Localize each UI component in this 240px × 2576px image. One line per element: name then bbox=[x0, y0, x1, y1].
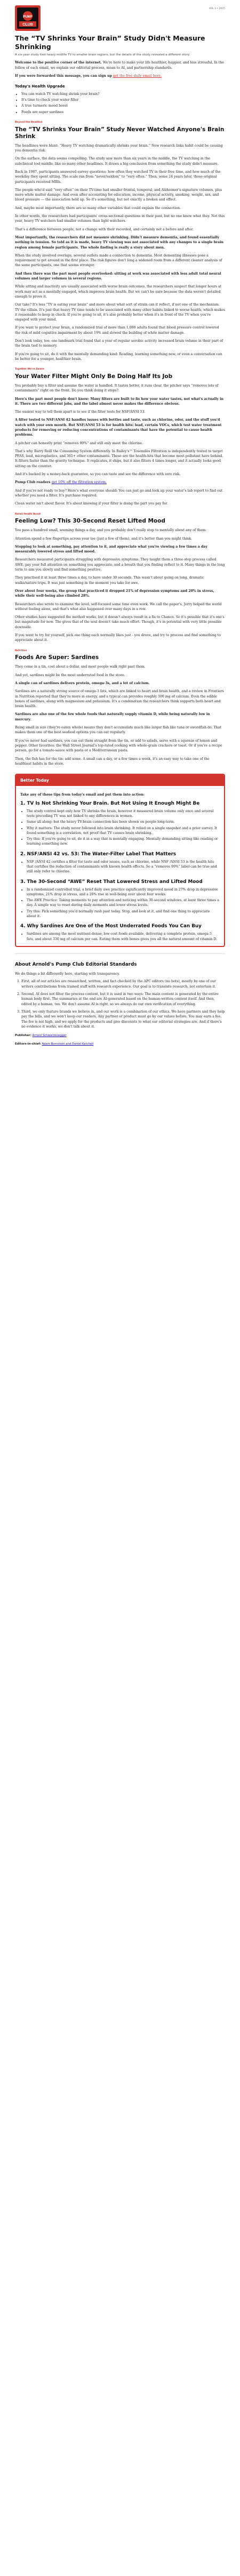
bold-text: A single can of sardines delivers protein, omega-3s, and a lot of calcium. bbox=[15, 681, 150, 685]
highlights-list bbox=[15, 92, 225, 115]
newsletter-header bbox=[15, 0, 225, 33]
takeaway-bullet: • NSF /ANSI 42 certifies a filter for taste and odor issues, such as chlorine, while NSF /ANSI 53 is the health hits that certifies the reduction of contaminants with known health effects. So a “removes 99%” label can be true and still only refer to chlorine. bbox=[27, 860, 220, 874]
takeaway-list bbox=[20, 932, 220, 942]
body-paragraph: And, maybe most importantly, there are so many other variables that could explain the connection. bbox=[15, 206, 181, 210]
bold-text: And then there was the part most people overlooked: sitting at work was associated with less adult total neural volumes and larger volumes in several regions. bbox=[15, 271, 221, 281]
section4-body bbox=[15, 664, 225, 766]
body-paragraph: Other studies have suggested the method works, but it doesn't always result in a fix to Chance. So it's possible that it's one's but magnitude for now. The gives that of the soul doesn't take much effort. Though, it's in potential with very little possible downside. bbox=[15, 615, 225, 629]
principles-list bbox=[15, 979, 225, 1029]
bold-text: Stopping to look at something, pay attention to it, and appreciate what you're viewing a few times a day measurably lowered stress and lifted mood. bbox=[15, 544, 207, 554]
takeaway-list bbox=[20, 809, 220, 847]
body-paragraph-bold bbox=[15, 589, 225, 599]
divider bbox=[15, 953, 225, 954]
takeaways-box bbox=[15, 774, 225, 947]
publisher-line bbox=[15, 1033, 225, 1038]
pump-club-logo[interactable] bbox=[15, 5, 41, 31]
article-subtitle: A six-year study tied heavy midlife TV to smaller brain regions, but the details of the study revealed a different story. bbox=[15, 53, 190, 57]
highlight-item: • A true turmeric mood boost bbox=[21, 103, 225, 108]
takeaways-body bbox=[16, 786, 224, 946]
body-paragraph-bold bbox=[15, 418, 225, 437]
logo-emblem bbox=[15, 5, 41, 31]
forward-paragraph bbox=[15, 74, 225, 78]
editors-link[interactable]: Adam Bornstein and Daniel Ketchell bbox=[42, 1042, 94, 1046]
editors-line bbox=[15, 1042, 225, 1046]
body-paragraph: If you want to protect your brain, a randomized trial of more than 1,000 adults found that blood pressure control lowered the risk of mild cognitive impairment by about 19% and slowed the building of white matter damage. bbox=[15, 326, 219, 335]
section-heading: Feeling Low? This 30-Second Reset Lifted Mood bbox=[15, 518, 165, 525]
issue-meta: VOL 3 • 2025 bbox=[209, 7, 225, 10]
welcome-rest: We're here to make your life healthier, happier, and less stressful. In the follow of each email, we explain our editorial process, mean to AI, and partnership standards. bbox=[15, 61, 224, 70]
body-paragraph: Researchers measured participants struggling with depressive symptoms. They taught them a three-step process called AWE: pay your full attention on something you appreciate, and a breath that you finding reflect to it. Many things in the long term to aim you slowly and find something positive. bbox=[15, 558, 225, 572]
about-intro: We do things a bit differently here, starting with transparency. bbox=[15, 972, 120, 976]
article-title: The “TV Shrinks Your Brain” Study Didn't Measure Shrinking bbox=[15, 34, 205, 51]
takeaway-bullet: • Try this: Pick something you'd normally rush past today. Stop, and look at it, and find one thing to appreciate about it. bbox=[27, 909, 220, 919]
takeaways-heading: Better Today bbox=[16, 775, 224, 786]
takeaway-bullet: • Try this: If you're going to sit, do it in a way that is mentally engaging. Mentally demanding sitting like reading or learning something new. bbox=[27, 837, 220, 847]
body-paragraph: Back in 1987, participants answered survey questions: how often they watched TV in their free time, and how much of the weekday they spent sitting. The scale ran from “never/seldom” to “very often.” Then, some 24 years later, those original participants received MRIs. bbox=[15, 170, 221, 184]
body-paragraph: That's a difference between people, not a change with their recorded, and certainly not a before and after. bbox=[15, 227, 194, 231]
highlights-heading: Today's Health Upgrade bbox=[15, 84, 65, 89]
principle-item: 1. First, all of our articles are researched, written, and fact-checked by the APC editors (no bots), mostly by one of our writers contributions from trained staff with research experience. Our goal is to translate research, not entertain it. bbox=[21, 979, 225, 989]
body-paragraph: Researchers also wrote to examine the level, self-focused some time even work. We call the paper's, Jerry helped the world without feeling alone, and that's what also happened over many days in a row. bbox=[15, 602, 222, 611]
body-paragraph: While sitting and inactivity are usually associated with worse brain outcomes, the researchers suspect that longer hours at work may act as a mentally engaged, which improves brain health. But we can't be sure because the data weren't detailed enough to prove it. bbox=[15, 285, 222, 299]
body-paragraph: That's why Barry Reill the Consuming System differently. In Bailey's™ Tosemiles Filtration is independently tested to target PFAS, lead, microplastics, and 365+ other contaminants. These are the health-hits that become most pollutant have behind. It filters faster than the gravity technique. It replicates, it ships, but it also filters 4 times longer, and it actually looks good sitting on the counter. bbox=[15, 449, 223, 468]
takeaway-bullet: • The study control kept only how TV shrinks the brain, however it measured brain volume only once and several tests preceding TV was not linked to any differences in women. bbox=[27, 809, 220, 819]
takeaway-bullet: • Sardines are among the most nutrient-dense, low-cost foods available, delivering a complete protein, omega-3 fats, and about 330 mg of calcium per can. Eating them with bones gives you all the natural amount of vitamin D. bbox=[27, 932, 220, 942]
body-paragraph: Being small in size (they're eaten whole) means they don't accumulate much like larger fish like tuna or swordfish do. That makes them one of the best seafood options you can eat regularly. bbox=[15, 726, 221, 735]
bold-text: A filter tested to NSF/ANSI 42 handles issues with bottles and taste, such as chlorine, odor, and the stuff you'd watch with your own mouth. But NSF/ANSI 53 is for health hits: lead, certain VOCs, which test water treatment products for removing or reducing concentrations of contaminants that have the potential to cause health problems. bbox=[15, 418, 222, 437]
bold-text: Sardines are also one of the few whole foods that naturally supply vitamin D, while being naturally low in mercury. bbox=[15, 712, 210, 721]
body-paragraph: When the study involved overlaps, several outlets made a connection to dementia. Most dementing illnesses pose a requirement to get around in the first place. The risk figures don't long a widened room from a different cleaner analysis of the same participants, one that seems stronger. bbox=[15, 253, 222, 268]
body-paragraph-bold bbox=[15, 235, 225, 250]
takeaway-list bbox=[20, 860, 220, 874]
body-paragraph: On the surface, the data seems compelling. The study saw more than six years in the middle, the TV watching in the subclinical tool middle, like so many other headlines. It draws a big conclusion from something the study didn't measure. bbox=[15, 157, 219, 166]
takeaway-bullet: • In a randomized controlled trial, a brief daily awe practice significantly improved mood in 27% drop in depressive symptoms, 21% drop in stress, and a 28% rise in well-being over about four weeks. bbox=[27, 887, 220, 897]
publisher-label: Publisher: bbox=[15, 1034, 31, 1038]
body-paragraph: And it's backed by a money-back guarantee, so you can taste and see the difference with zero risk. bbox=[15, 472, 181, 477]
highlight-item: • It's time to check your water filter bbox=[21, 98, 225, 102]
highlight-item: • Foods are super sardines bbox=[21, 110, 225, 115]
body-paragraph: And yet, sardines might be the most underrated food in the store. bbox=[15, 673, 125, 677]
body-paragraph: Sardines are a naturally strong source of omega-3 fats, which are linked to heart and brain health, and a review in Frontiers in Nutrition reported that they're more in energy, and a typical can provides roughly 300 mg of calcium. Even the edible bones of sardines, along with magnesium and potassium. It's a combination the researchers think supports both heart and brain health. bbox=[15, 689, 224, 709]
offer-paragraph: Pump Club readers get 10% off the filtration system. bbox=[15, 480, 107, 485]
section-heading: The “TV Shrinks Your Brain” Study Never Watched Anyone's Brain Shrink bbox=[15, 126, 225, 140]
takeaway-title: 2. NSF/ANSI 42 vs. 53: The Water-Filter Label That Matters bbox=[20, 851, 177, 857]
highlight-item: • You can watch TV watching shrink your brain? bbox=[21, 92, 225, 97]
body-paragraph: Our take? It's less “TV is eating your brain” and more about what sort of strain can it reflect, if not one of the mechanism. TV the villain. It's just that heavy TV time tends to be associated with many other habits linked to worse health, which makes it reasonable to keep in check. If you're going to sit, it's also probably better when it's in front of the TV when you're engaged with your mind. bbox=[15, 303, 225, 322]
body-paragraph: A pitcher can honestly print “removes 99%” and still only meet the chlorine. bbox=[15, 441, 143, 445]
body-paragraph-bold bbox=[15, 681, 225, 686]
signup-link[interactable]: get the free daily email here. bbox=[113, 74, 162, 78]
bold-text: Most importantly, the researchers did not measure shrinking. Didn't measure dementia, and found essentially nothing in tension. So told as it is made, heavy TV viewing was not associated with any changes to a single brain region among female participants. The whole finding is really a story about men. bbox=[15, 235, 224, 250]
body-paragraph: In other words, the researchers had participants' cross-sectional questions in their past, but no one knew what they. Not this year, heavy TV watchers had smaller volumes than light watchers. bbox=[15, 214, 225, 223]
body-paragraph: Attention spend a few fingertips across your toe (just a few of them), and it's better than you might think. bbox=[15, 536, 193, 541]
body-paragraph: The people who'd said “very often” on their TV-time had smaller frontal, temporal, and Alzheimer's-signature volumes, plus more white matter damage. And even after accounting for education, income, physical activity, smoking, weight, sex, and blood pressure — the association held up. So it's something, but not exactly a broken and effect. bbox=[15, 188, 222, 202]
takeaway-title: 1. TV Is Not Shrinking Your Brain. But Not Using It Enough Might Be bbox=[20, 800, 200, 806]
forward-bold: If you were forwarded this message, you can sign up bbox=[15, 74, 112, 78]
body-paragraph: Clean water isn't about flavor. It's about knowing if your filter is doing the part you pay for. bbox=[15, 502, 168, 506]
section-tag: Beyond the Headline bbox=[15, 121, 43, 124]
svg-text:PUMP: PUMP bbox=[23, 15, 33, 19]
publisher-link[interactable]: Arnold Schwarzenegger bbox=[32, 1034, 67, 1038]
body-paragraph: And if you're not ready to buy? Here's what everyone should: You can just go and look up your water's lab report to find out whether you need a filter. It's purchase required. bbox=[15, 488, 223, 497]
takeaway-bullet: • The AWE Practice: Taking moments to pay attention and noticing within 30-second windows, at least three times a day. A simple way to reset during daily moments and lower stress levels. bbox=[27, 898, 220, 908]
body-paragraph: If you want to try for yourself, pick one thing each normally likes just - you drove, and try to process and find something to appreciate about it. bbox=[15, 633, 221, 643]
welcome-paragraph bbox=[15, 60, 225, 70]
takeaway-bullet: • Why it matters: The study never followed into brain shrinking. It relied on a single snapshot and a prior survey. It found something is a correlation, not proof that TV causes brain shrinking. bbox=[27, 826, 220, 836]
body-paragraph-bold bbox=[15, 544, 225, 555]
body-paragraph: The easiest way to tell them apart is to see if the filter tests for NSF/ANSI 53. bbox=[15, 410, 146, 414]
offer-link[interactable]: get 10% off the filtration system. bbox=[51, 480, 107, 485]
svg-text:CLUB: CLUB bbox=[22, 23, 33, 27]
editors-label: Editors-in-chief: bbox=[15, 1042, 41, 1046]
welcome-bold: Welcome to the positive corner of the internet. bbox=[15, 61, 102, 65]
takeaway-bullet: • Same all along: but the heavy TV-brain connection has been shown on people long-term. bbox=[27, 820, 220, 824]
section-tag: Nutrition bbox=[15, 649, 27, 652]
body-paragraph-bold bbox=[15, 397, 225, 407]
body-paragraph-bold bbox=[15, 712, 225, 722]
section1-body bbox=[15, 143, 225, 362]
body-paragraph: You probably buy a filter and assume the water is handled. It tastes better, it runs clear, the pitcher says “removes lots of contaminants” right on the front. Do you think doing it stops? bbox=[15, 383, 219, 393]
body-paragraph: They come in a tin, cost about a dollar, and most people walk right past them. bbox=[15, 665, 146, 669]
body-paragraph: If you've never had sardines, you can eat them straight from the tin, or add to salads, serve with a squeeze of lemon and pepper. Other favorites: the Wall Street Journal's top-rated cooking with whole-grain crackers or toast. Or if you're a recipe person, go for a tomato-sauce with pasta or a Mediterranean pasta. bbox=[15, 739, 222, 753]
takeaway-title: 3. The 30-Second “AWE” Reset That Lowered Stress and Lifted Mood bbox=[20, 879, 203, 885]
body-paragraph: Don't look today, too: one landmark trial found that a year of regular aerobic activity increased brain volume in their part of the brain tied to memory. bbox=[15, 339, 223, 348]
body-paragraph: They practised it at least three times a day, to have under 30 seconds. This wasn't about going on long, dramatic walks/nature trips. It was just something in the moment you take for awe. bbox=[15, 576, 204, 585]
section3-body bbox=[15, 528, 225, 643]
body-paragraph: If you're going to sit, do it with the mentally demanding kind: Reading, learning something new, or even a conversation can be better for a younger, healthier brain. bbox=[15, 352, 222, 361]
section-heading: Your Water Filter Might Only Be Doing Half Its Job bbox=[15, 373, 173, 380]
takeaways-intro bbox=[20, 792, 220, 797]
section-tag: Together We're Aware bbox=[15, 368, 44, 371]
section2-body bbox=[15, 383, 225, 507]
principle-item: 3. Third, we only feature brands we believe in, and our work is a combination of our ethics. We have partners and they help pay the bills, and we won't keep our readers. Any partner or product must go by our values before. You may earn a fee. The fee is not high, and we apply for the products and give discounts to what our editorial strategies are. And if there's no evidence it works, we don't talk about it. bbox=[21, 1009, 225, 1029]
takeaway-list bbox=[20, 887, 220, 919]
section-tag: Rated Health Boost bbox=[15, 512, 41, 516]
bold-text: Here's the part most people don't know: Many filters are built to fix how your water tastes, not what's actually in it. There are two different jobs, and the label almost never makes the difference obvious. bbox=[15, 397, 223, 406]
about-heading: About Arnold's Pump Club Editorial Standards bbox=[15, 961, 137, 967]
newsletter-page bbox=[0, 0, 240, 1057]
section-heading: Foods Are Super: Sardines bbox=[15, 654, 99, 661]
body-paragraph: You pass a hundred small, seeming things a day, and you probably don't really stop to mentally about any of them. bbox=[15, 528, 207, 533]
principle-item: 2. Second, AI does not filter the process content, but it is used in two ways: The main content is generated by the entire human body first. The summaries at the end are AI-generated based on the human-written content itself. And then, edited by a human, too. We don't assume AI is right, so we always do our own verification of everything. bbox=[21, 992, 225, 1007]
bold-text: Take any of these tips from today's email and put them into action: bbox=[20, 793, 145, 797]
body-paragraph-bold bbox=[15, 271, 225, 282]
body-paragraph: Then, the fish has for the tin: add some. A small can a day, or a few times a week, it's an easy way to take one of the healthiest habits in the store. bbox=[15, 757, 210, 766]
bold-text: Over about four weeks, the group that practiced it dropped 21% of depression symptoms and 20% in stress, while their well-being also climbed 28%. bbox=[15, 589, 214, 598]
body-paragraph: The headlines were blunt: “Heavy TV watching dramatically shrinks your brain.” New research links habit could be causing you dementia risk. bbox=[15, 143, 223, 153]
takeaway-title: 4. Why Sardines Are One of the Most Underrated Foods You Can Buy bbox=[20, 924, 202, 929]
